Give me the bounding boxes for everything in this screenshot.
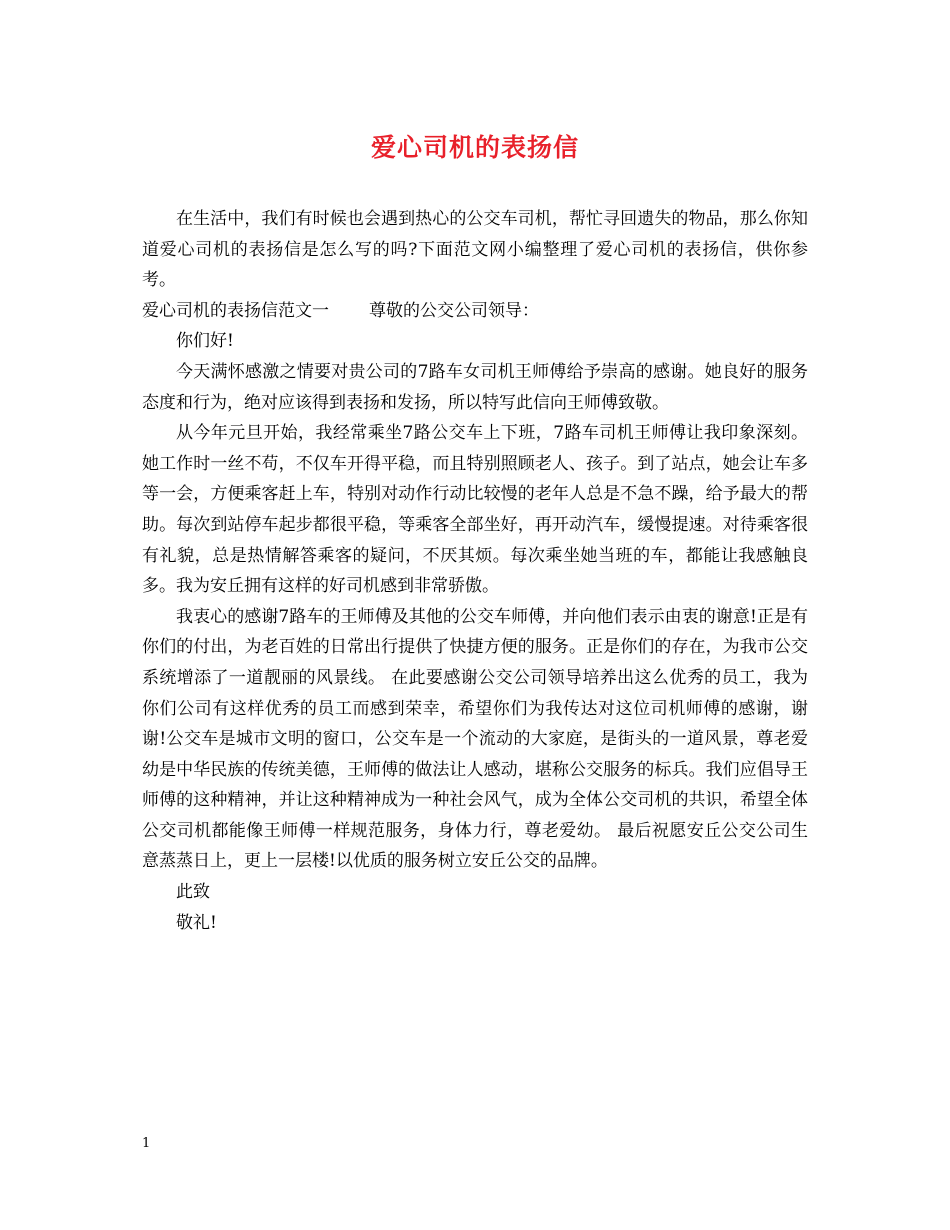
body-paragraph-2: 从今年元旦开始，我经常乘坐7路公交车上下班，7路车司机王师傅让我印象深刻。她工作时一丝不苟，不仅车开得平稳，而且特别照顾老人、孩子。到了站点，她会让车多等一会，方便乘客赶上车，特别对动作行动比较慢的老年人总是不急不躁，给予最大的帮助。每次到站停车起步都很平稳，等乘客全部坐好，再开动汽车，缓慢提速。对待乘客很有礼貌，总是热情解答乘客的疑问，不厌其烦。每次乘坐她当班的车，都能让我感触良多。我为安丘拥有这样的好司机感到非常骄傲。	[142, 423, 808, 597]
sample-label: 爱心司机的表扬信范文一	[142, 300, 329, 321]
document-body	[142, 204, 808, 938]
intro-paragraph: 在生活中，我们有时候也会遇到热心的公交车司机，帮忙寻回遗失的物品，那么你知道爱心司机的表扬信是怎么写的吗?下面范文网小编整理了爱心司机的表扬信，供你参考。	[142, 209, 808, 291]
document-title: 爱心司机的表扬信	[370, 133, 579, 162]
salutation: 尊敬的公交公司领导：	[369, 300, 539, 321]
closing-line-2: 敬礼!	[176, 912, 217, 933]
body-paragraph-3: 我衷心的感谢7路车的王师傅及其他的公交车师傅，并向他们表示由衷的谢意!正是有你们的付出，为老百姓的日常出行提供了快捷方便的服务。正是你们的存在，为我市公交系统增添了一道靓丽的风景线。 在此要感谢公交公司领导培养出这么优秀的员工，我为你们公司有这样优秀的员工而感到荣幸，希望你们为我传达对这位司机师傅的感谢，谢谢!公交车是城市文明的窗口，公交车是一个流动的大家庭，是街头的一道风景，尊老爱幼是中华民族的传统美德，王师傅的做法让人感动，堪称公交服务的标兵。我们应倡导王师傅的这种精神，并让这种精神成为一种社会风气，成为全体公交司机的共识，希望全体公交司机都能像王师傅一样规范服务，身体力行，尊老爱幼。 最后祝愿安丘公交公司生意蒸蒸日上，更上一层楼!以优质的服务树立安丘公交的品牌。	[142, 606, 808, 872]
sample-heading-line	[142, 296, 808, 327]
body-paragraph-1: 今天满怀感激之情要对贵公司的7路车女司机王师傅给予崇高的感谢。她良好的服务态度和行为，绝对应该得到表扬和发扬，所以特写此信向王师傅致敬。	[142, 361, 808, 413]
greeting: 你们好!	[176, 331, 234, 352]
closing-line-1: 此致	[176, 882, 210, 903]
page-number: 1	[142, 1136, 151, 1151]
